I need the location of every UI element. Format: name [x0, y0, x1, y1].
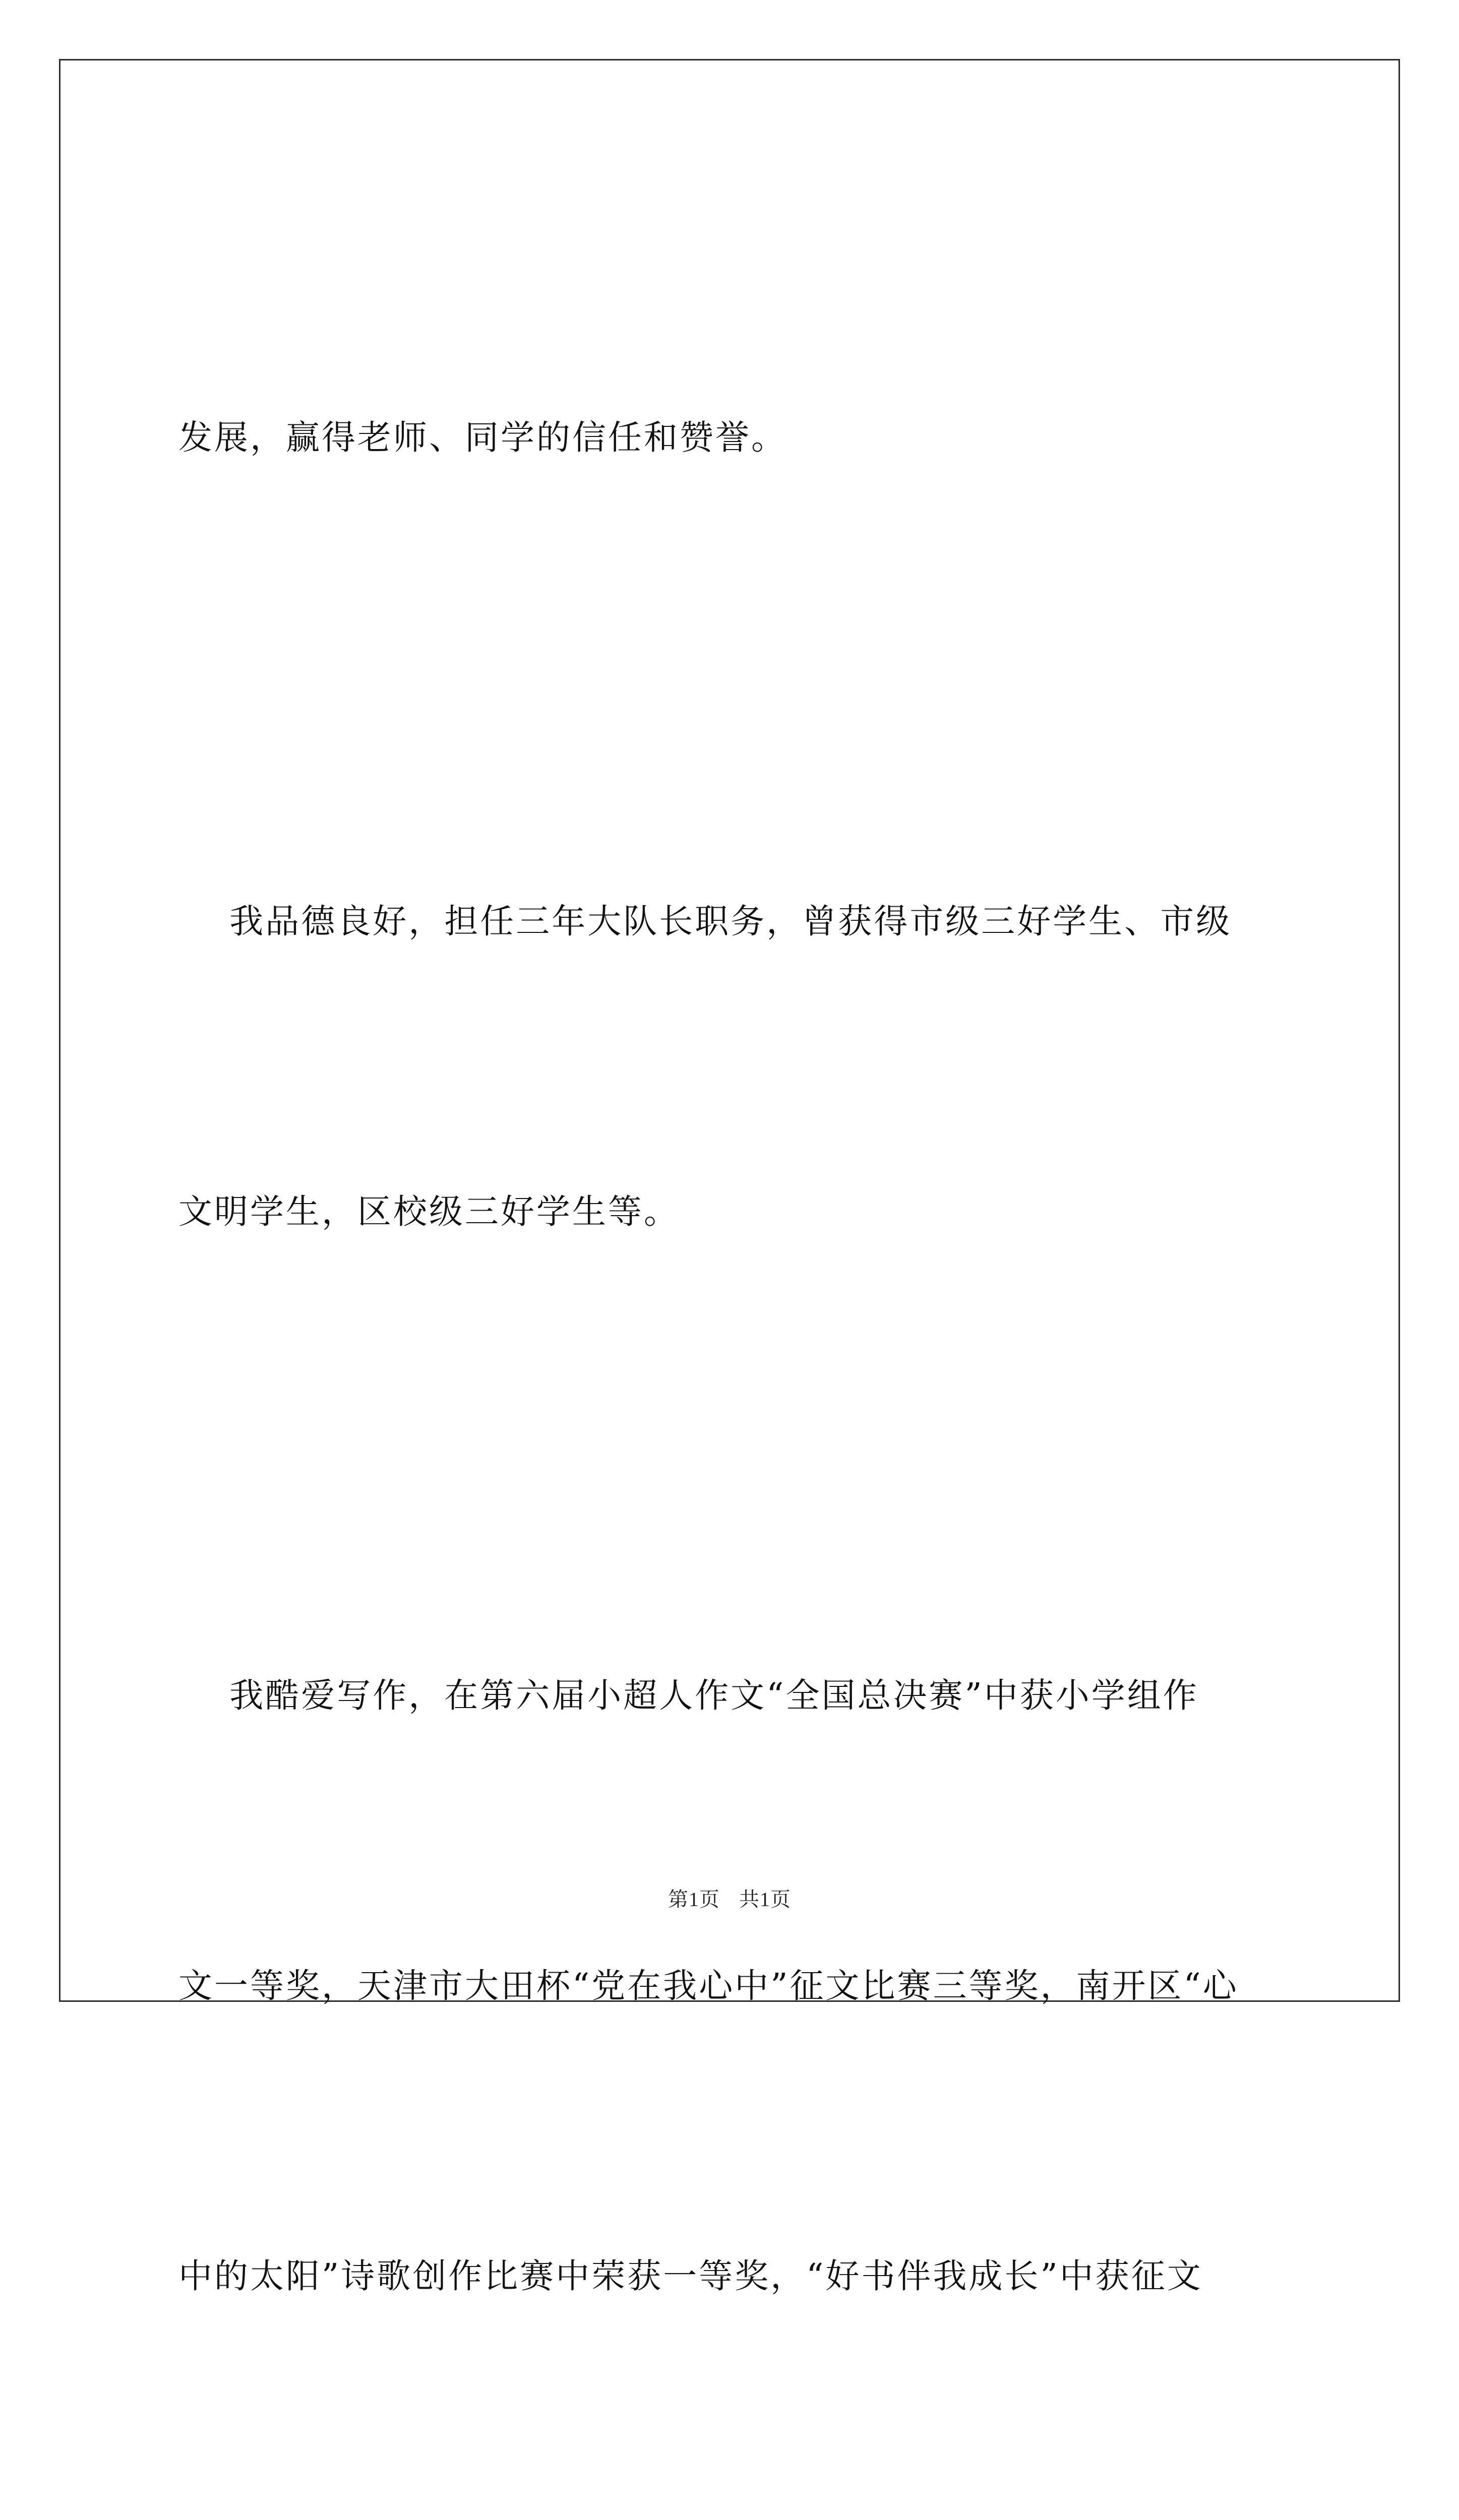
text-line [178, 2487, 1293, 2520]
text-line: 中的太阳”诗歌创作比赛中荣获一等奖，“好书伴我成长”中获征文 [178, 2256, 1203, 2296]
text-line: 我酷爱写作，在第六届小超人作文“全国总决赛”中获小学组作 [178, 1676, 1199, 1715]
text-line: 文明学生，区校级三好学生等。 [178, 1192, 680, 1231]
page-footer [0, 1883, 1459, 1912]
text-line: 我品德良好，担任三年大队长职务，曾获得市级三好学生、市级 [178, 902, 1232, 941]
paragraph-3 [178, 1454, 1293, 2520]
text-line: 文一等奖，天津市大田杯“党在我心中”征文比赛三等奖，南开区“心 [178, 1966, 1239, 2005]
text-line: 发展，赢得老师、同学的信任和赞誉。 [178, 418, 787, 457]
page-number: 第1页 [668, 1888, 720, 1911]
paragraph-2 [178, 679, 1293, 1454]
letter-body [178, 196, 1293, 2520]
paragraph-1 [178, 196, 1293, 679]
page-total: 共1页 [739, 1888, 791, 1911]
